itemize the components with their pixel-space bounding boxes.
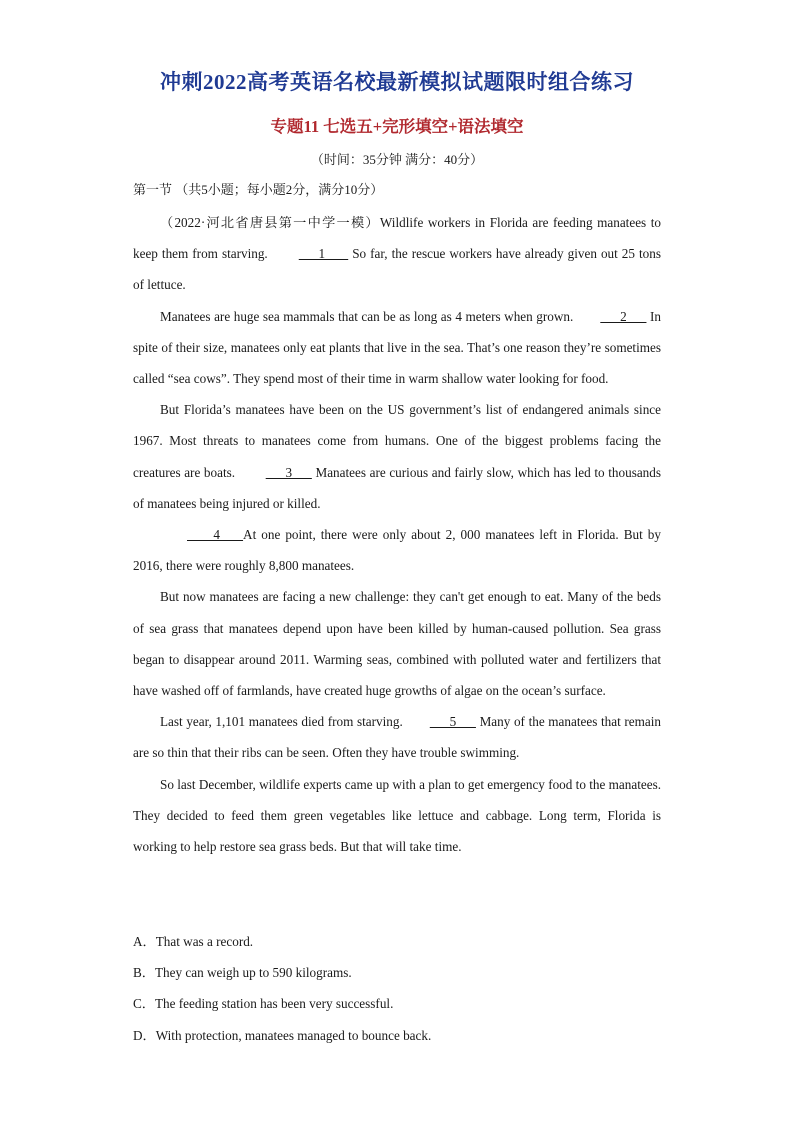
section-header: 第一节 （共5小题；每小题2分，满分10分） [133, 182, 384, 197]
blank-4: 4 [187, 527, 244, 543]
option-c: C．The feeding station has been very successful. [133, 996, 394, 1012]
blank-2: 2 [600, 308, 647, 324]
paragraph-1: （2022·河北省唐县第一中学一模）Wildlife workers in Florida are feeding manatees to keep them from starving. 1 So far, the rescue workers have already given out 25 tons of lettuce. [133, 215, 661, 293]
passage [133, 207, 661, 862]
option-a: A．That was a record. [133, 934, 254, 949]
option-d: D．With protection, manatees managed to bounce back. [133, 1027, 432, 1043]
paragraph-6: Last year, 1,101 manatees died from starving. 5 Many of the manatees that remain are so thin that their ribs can be seen. Often they have trouble swimming. [133, 706, 661, 768]
paragraph-2: Manatees are huge sea mammals that can be as long as 4 meters when grown. 2 In spite of their size, manatees only eat plants that live in the sea. That’s one reason they’re sometimes called “sea cows”. They spend most of their time in warm shallow water looking for food. [133, 301, 661, 395]
option-b: B．They can weigh up to 590 kilograms. [133, 965, 352, 981]
answer-options [133, 926, 661, 1051]
blank-3: 3 [265, 464, 312, 480]
time-info: （时间：35分钟 满分：40分） [310, 152, 484, 167]
paragraph-7: So last December, wildlife experts came up with a plan to get emergency food to the manatees. They decided to feed them green vegetables like lettuce and cabbage. Long term, Florida is working to help restore sea grass beds. But that will take time. [133, 776, 661, 855]
blank-1: 1 [298, 246, 349, 262]
page-subtitle: 专题11 七选五+完形填空+语法填空 [270, 117, 524, 136]
blank-5: 5 [429, 714, 476, 730]
paragraph-4: 4 At one point, there were only about 2, 000 manatees left in Florida. But by 2016, there were roughly 8,800 manatees. [133, 519, 661, 581]
paragraph-3: But Florida’s manatees have been on the US government’s list of endangered animals since 1967. Most threats to manatees come from humans. One of the biggest problems facing the creatures are boats. 3 Manatees are curious and fairly slow, which has led to thousands of manatees being injured or killed. [133, 402, 661, 511]
paragraph-5: But now manatees are facing a new challenge: they can't get enough to eat. Many of the beds of sea grass that manatees depend upon have been killed by human-caused pollution. Sea grass began to disappear around 2011. Warming seas, combined with polluted water and fertilizers that have washed off of farmlands, have created huge growths of algae on the ocean’s surface. [133, 589, 661, 699]
page-title: 冲刺2022高考英语名校最新模拟试题限时组合练习 [160, 70, 634, 94]
